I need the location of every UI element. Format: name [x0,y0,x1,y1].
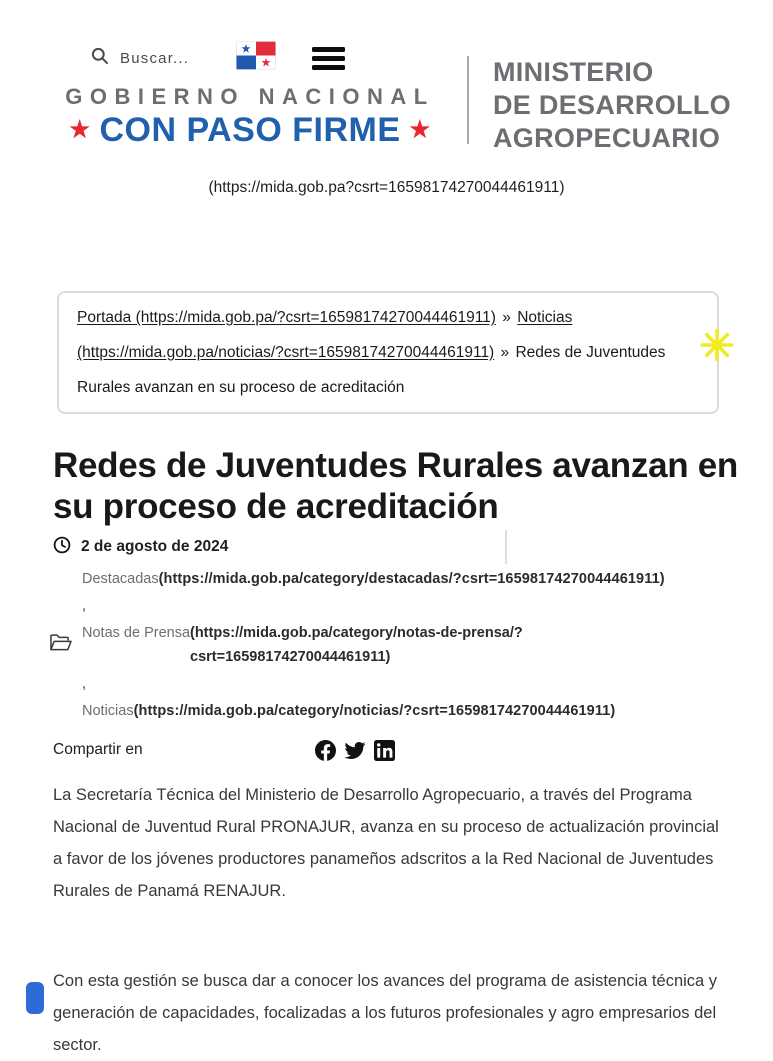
linkedin-icon[interactable] [374,740,395,761]
red-star-icon: ★ [409,116,431,142]
breadcrumb-separator: » [500,343,510,361]
ministry-line: DE DESARROLLO [493,89,731,120]
ministry-name [493,42,731,155]
site-header [0,0,773,155]
category-link-destacadas[interactable]: Destacadas(https://mida.gob.pa/category/destacadas/?csrt=16598174270044461911) [82,570,665,587]
share-label: Compartir en [53,741,143,759]
article-date-row [53,536,773,559]
logo-gobierno-nacional: GOBIERNO NACIONAL [65,84,435,109]
breadcrumb-link-portada[interactable]: Portada (https://mida.gob.pa/?csrt=16598174270044461911) [77,308,496,326]
yellow-asterisk-icon [700,328,734,362]
article-categories-row [49,567,773,723]
breadcrumb-link-noticias[interactable]: Noticias (https://mida.gob.pa/noticias/?csrt=16598174270044461911) [77,308,573,361]
breadcrumb-separator: » [502,308,511,326]
logo-con-paso-firme: ★ CON PASO FIRME ★ [35,111,465,150]
article-date: 2 de agosto de 2024 [81,538,229,556]
header-left [35,42,465,155]
article-paragraph: La Secretaría Técnica del Ministerio de Desarrollo Agropecuario, a través del Programa Nacional de Juventud Rural PRONAJUR, avanza en su proceso de actualización provincial a favor de los jóvenes productores panameños adscritos a la Red Nacional de Juventudes Rurales de Panamá RENAJUR. [53,785,719,900]
category-separator: , [82,597,87,614]
category-separator: , [82,675,87,692]
category-list [82,567,665,723]
ministry-line: MINISTERIO [493,57,654,87]
hamburger-menu-icon[interactable] [312,47,345,70]
meta-divider [505,530,507,564]
clock-icon [53,536,71,559]
header-top-row [3,42,433,74]
category-link-notas-de-prensa[interactable]: Notas de Prensa (https://mida.gob.pa/category/notas-de-prensa/?csrt=16598174270044461911) [82,624,523,665]
search-box[interactable] [91,47,200,70]
search-input[interactable] [118,49,200,68]
category-link-noticias[interactable]: Noticias(https://mida.gob.pa/category/noticias/?csrt=16598174270044461911) [82,702,616,719]
share-icons [315,740,395,761]
twitter-icon[interactable] [344,740,366,761]
share-row [53,740,773,761]
home-url-text[interactable]: (https://mida.gob.pa?csrt=16598174270044461911) [208,178,565,196]
search-icon [91,47,109,70]
ministry-line: AGROPECUARIO [493,122,721,153]
article-paragraph: Con esta gestión se busca dar a conocer los avances del programa de asistencia técnica y generación de capacidades, focalizadas a los futuros profesionales y agro empresarios del sector. [53,971,718,1054]
breadcrumb-current: Redes de Juventudes Rurales avanzan en su proceso de acreditación [77,343,666,396]
breadcrumb [57,291,719,414]
panama-flag-icon [236,41,276,75]
facebook-icon[interactable] [315,740,336,761]
folder-icon [49,632,72,657]
floating-widget-button[interactable] [26,982,44,1014]
header-divider [467,56,469,144]
page-title: Redes de Juventudes Rurales avanzan en su proceso de acreditación [53,445,738,526]
red-star-icon: ★ [69,116,91,142]
